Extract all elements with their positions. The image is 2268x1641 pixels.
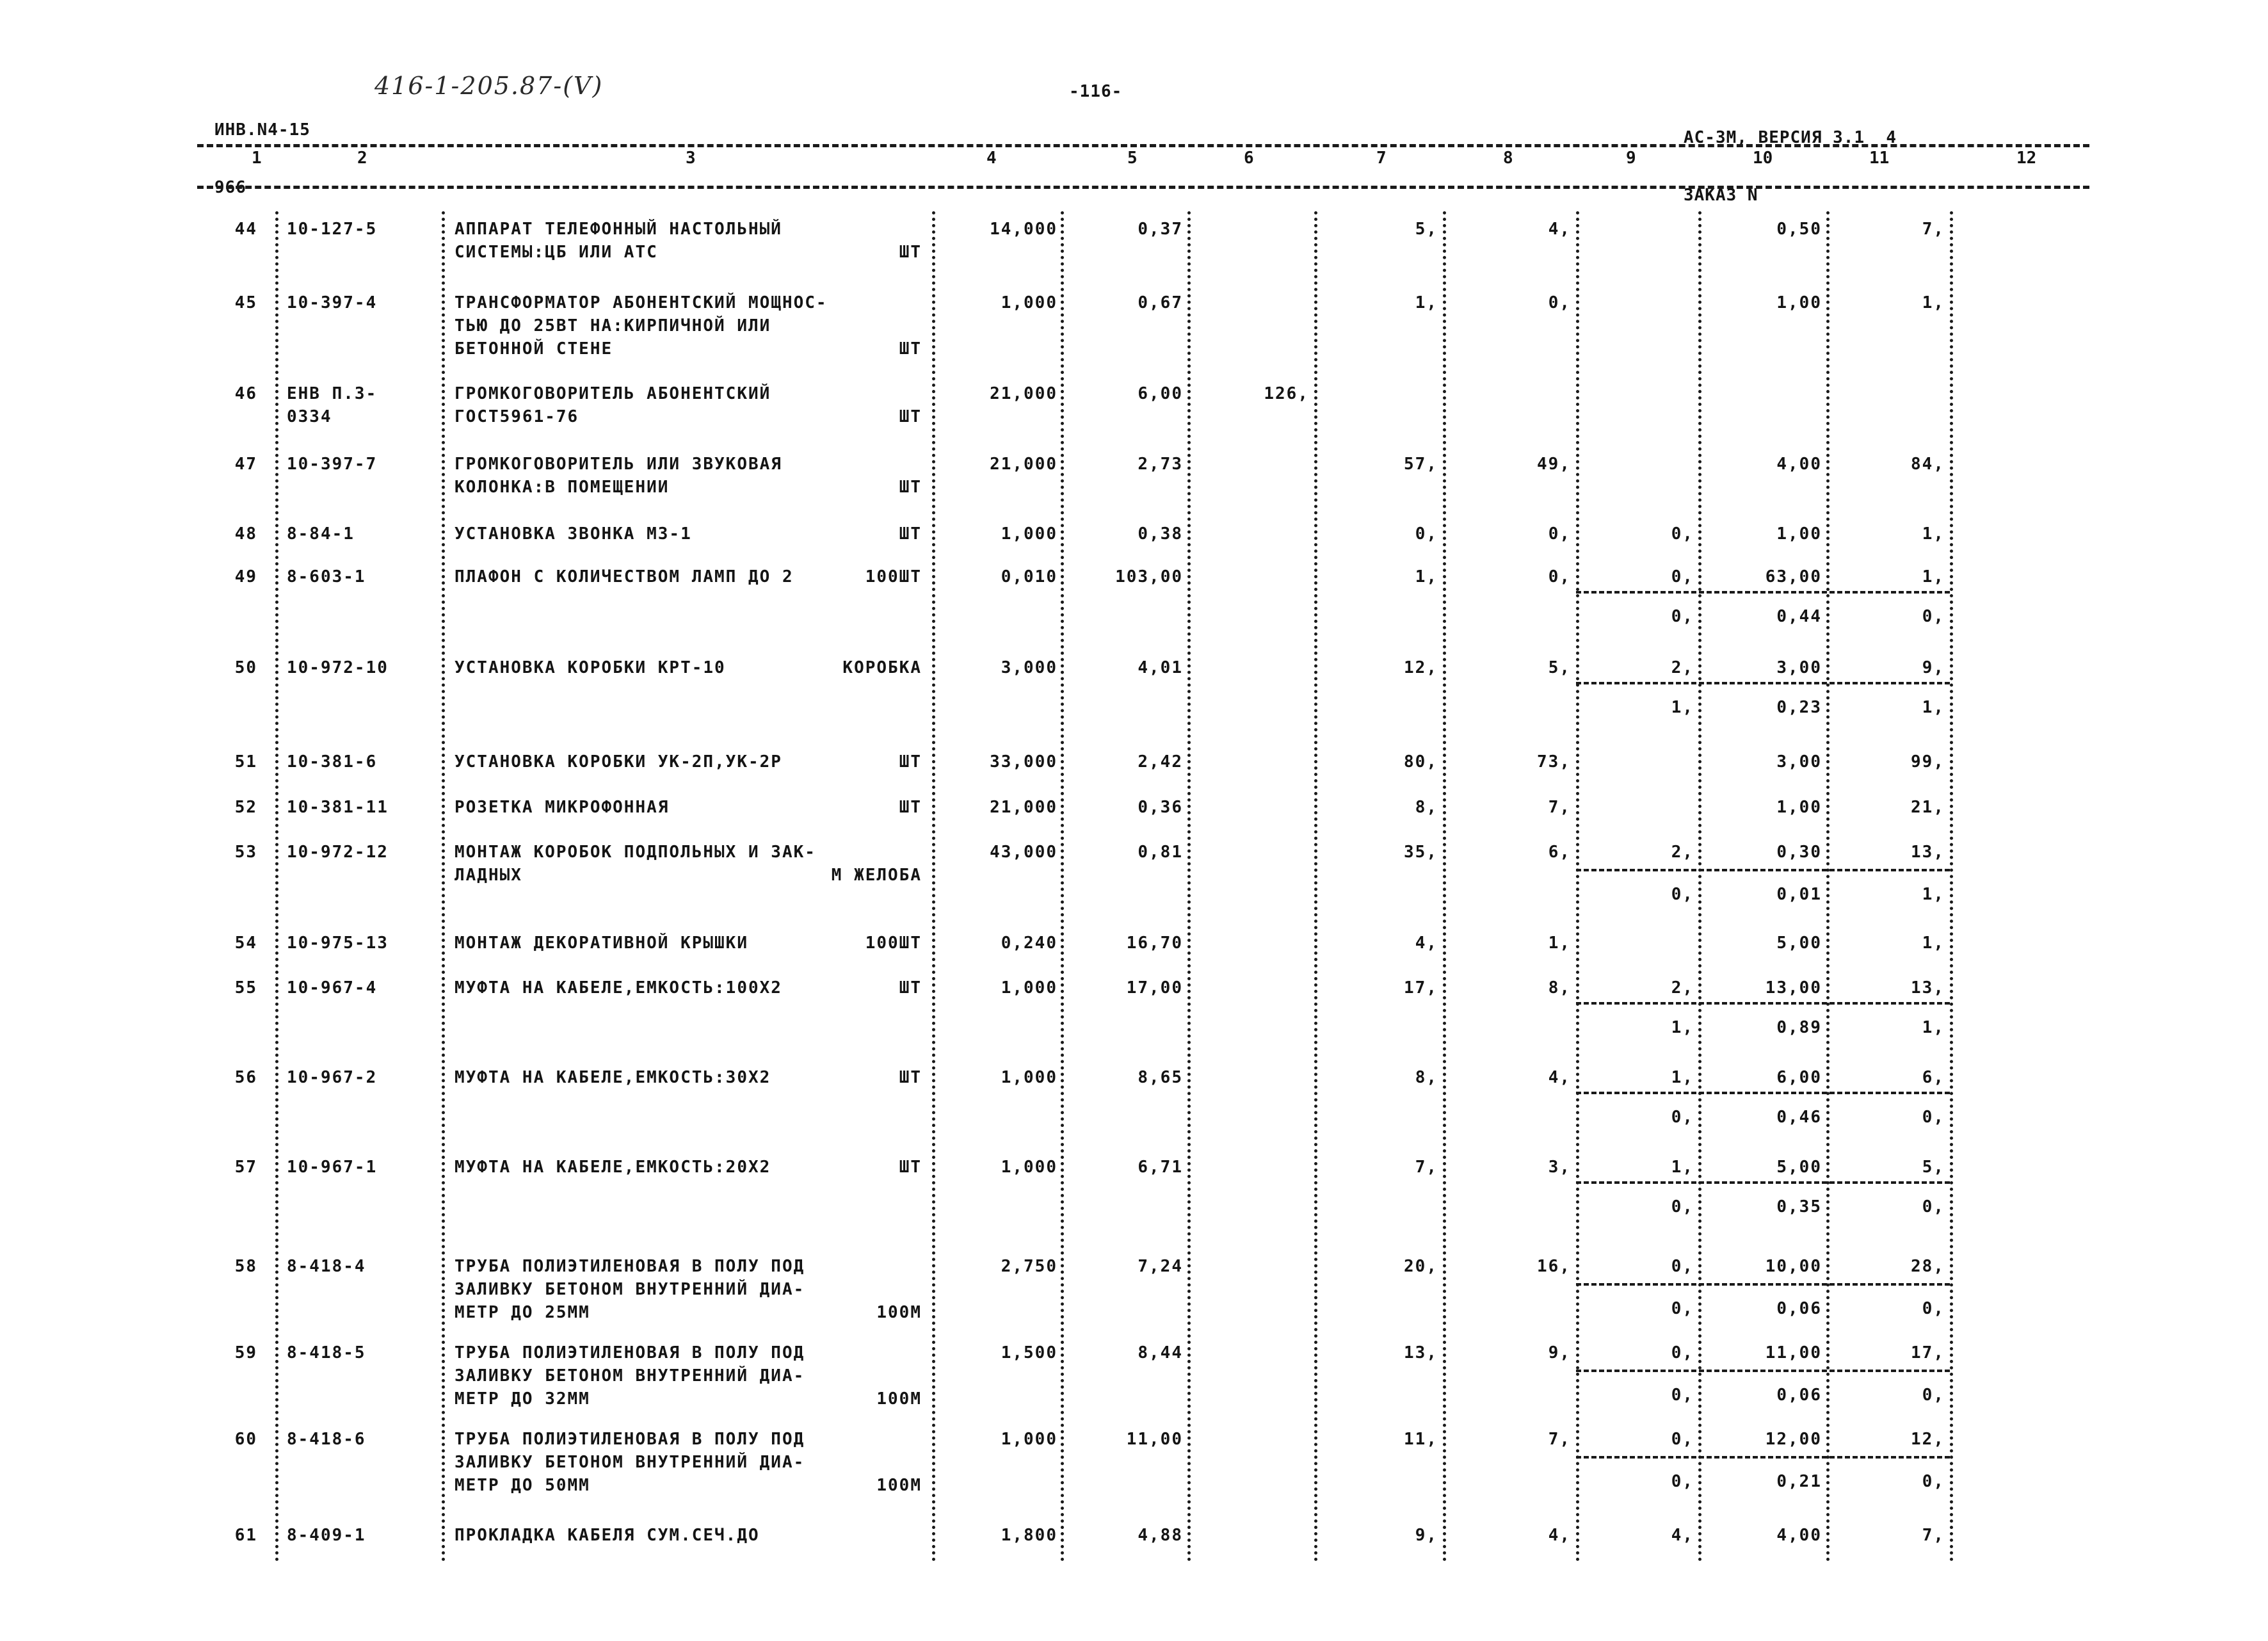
description-line: ПРОКЛАДКА КАБЕЛЯ СУМ.СЕЧ.ДО (454, 1526, 760, 1545)
direct-cost-cell: 9, (1415, 1526, 1438, 1545)
wage-cell: 4, (1548, 220, 1571, 239)
unit-cost-cell: 7,24 (1138, 1257, 1183, 1276)
norm-code: 10-972-10 (287, 658, 389, 677)
labour-cell: 4,00 (1776, 1526, 1822, 1545)
description-line: УСТАНОВКА КОРОБКИ КРТ-10 (454, 658, 726, 677)
unit-of-measure: ШТ (899, 978, 922, 998)
unit-cost-cell: 0,67 (1138, 293, 1183, 312)
inventory-line-1: ИНВ.N4-15 (214, 120, 310, 140)
row-number: 56 (234, 1068, 257, 1087)
header-bottom-rule (197, 186, 2089, 189)
unit-of-measure: ШТ (899, 1158, 922, 1177)
sub-row-rule (1576, 1370, 1950, 1372)
unit-of-measure: ШТ (899, 407, 922, 426)
direct-cost-cell: 1, (1415, 567, 1438, 586)
amount-cell: 1,000 (1001, 978, 1058, 998)
labour-total-cell: 13, (1911, 843, 1945, 862)
description-line: УСТАНОВКА КОРОБКИ УК-2П,УК-2Р (454, 752, 782, 772)
column-header-2: 2 (357, 149, 367, 168)
machine-cell: 0, (1671, 524, 1694, 544)
norm-code: 8-418-5 (287, 1343, 366, 1362)
norm-code: 8-84-1 (287, 524, 355, 544)
work-description (454, 656, 726, 679)
sub-row-rule (1576, 591, 1950, 594)
machine-labour-total-cell: 0, (1922, 1108, 1945, 1127)
norm-code: 10-127-5 (287, 220, 378, 239)
amount-cell: 33,000 (990, 752, 1058, 772)
work-description (454, 750, 782, 773)
wage-cell: 5, (1548, 658, 1571, 677)
direct-cost-cell: 17, (1404, 978, 1438, 998)
description-line: МЕТР ДО 32ММ (454, 1389, 590, 1409)
labour-total-cell: 1, (1922, 567, 1945, 586)
norm-code: 8-603-1 (287, 567, 366, 586)
direct-cost-cell: 35, (1404, 843, 1438, 862)
amount-cell: 1,000 (1001, 293, 1058, 312)
work-description (454, 1524, 760, 1547)
column-header-3: 3 (686, 149, 696, 168)
amount-cell: 3,000 (1001, 658, 1058, 677)
description-line: МУФТА НА КАБЕЛЕ,ЕМКОСТЬ:20Х2 (454, 1158, 771, 1177)
machine-labour-cell: 0,44 (1776, 607, 1822, 626)
labour-total-cell: 6, (1922, 1068, 1945, 1087)
column-header-12: 12 (2016, 149, 2037, 168)
sub-row-rule (1576, 1002, 1950, 1005)
amount-cell: 0,240 (1001, 934, 1058, 953)
wage-cell: 16, (1537, 1257, 1571, 1276)
row-number: 47 (234, 455, 257, 474)
machine-labour-cell: 0,06 (1776, 1386, 1822, 1405)
header-top-rule (197, 144, 2089, 147)
work-description (454, 1066, 771, 1089)
labour-total-cell: 1, (1922, 934, 1945, 953)
machine-labour-total-cell: 0, (1922, 1386, 1945, 1405)
amount-cell: 1,800 (1001, 1526, 1058, 1545)
wage-cell: 4, (1548, 1068, 1571, 1087)
machine-wage-cell: 0, (1671, 1472, 1694, 1491)
description-line: ПЛАФОН С КОЛИЧЕСТВОМ ЛАМП ДО 2 (454, 567, 794, 586)
labour-total-cell: 28, (1911, 1257, 1945, 1276)
labour-cell: 0,30 (1776, 843, 1822, 862)
description-line: ЗАЛИВКУ БЕТОНОМ ВНУТРЕННИЙ ДИА- (454, 1366, 805, 1386)
row-number: 50 (234, 658, 257, 677)
machine-cell: 4, (1671, 1526, 1694, 1545)
unit-cost-cell: 8,44 (1138, 1343, 1183, 1362)
page-number: -116- (1069, 82, 1123, 101)
unit-of-measure: ШТ (899, 243, 922, 262)
amount-cell: 1,000 (1001, 524, 1058, 544)
description-line: ТРУБА ПОЛИЭТИЛЕНОВАЯ В ПОЛУ ПОД (454, 1257, 805, 1276)
description-line: ТРУБА ПОЛИЭТИЛЕНОВАЯ В ПОЛУ ПОД (454, 1343, 805, 1362)
column-separator (442, 211, 445, 1562)
column-separator (1950, 211, 1953, 1562)
work-description (454, 522, 692, 546)
work-description (454, 796, 669, 819)
description-line: ЗАЛИВКУ БЕТОНОМ ВНУТРЕННИЙ ДИА- (454, 1280, 805, 1299)
norm-code: 10-381-6 (287, 752, 378, 772)
column-header-5: 5 (1127, 149, 1138, 168)
work-description (454, 976, 782, 999)
machine-wage-cell: 0, (1671, 885, 1694, 904)
sub-row-rule (1576, 1283, 1950, 1286)
description-line: АППАРАТ ТЕЛЕФОННЫЙ НАСТОЛЬНЫЙ (454, 220, 782, 239)
column-separator (932, 211, 935, 1562)
description-line: ТРАНСФОРМАТОР АБОНЕНТСКИЙ МОЩНОС- (454, 293, 828, 312)
wage-cell: 73, (1537, 752, 1571, 772)
unit-of-measure: ШТ (899, 1068, 922, 1087)
labour-total-cell: 17, (1911, 1343, 1945, 1362)
column-header-10: 10 (1753, 149, 1773, 168)
description-line: СИСТЕМЫ:ЦБ ИЛИ АТС (454, 243, 658, 262)
description-line: ТЬЮ ДО 25ВТ НА:КИРПИЧНОЙ ИЛИ (454, 316, 771, 335)
machine-wage-cell: 0, (1671, 607, 1694, 626)
unit-of-measure: 100М (876, 1303, 922, 1322)
system-line-2: ЗАКАЗ N (1684, 186, 1758, 205)
norm-code: 10-975-13 (287, 934, 389, 953)
labour-cell: 6,00 (1776, 1068, 1822, 1087)
norm-code: 10-967-1 (287, 1158, 378, 1177)
row-number: 58 (234, 1257, 257, 1276)
unit-cost-cell: 16,70 (1126, 934, 1183, 953)
direct-cost-cell: 8, (1415, 798, 1438, 817)
machine-labour-total-cell: 0, (1922, 1299, 1945, 1318)
unit-cost-cell: 17,00 (1126, 978, 1183, 998)
unit-cost-cell: 2,42 (1138, 752, 1183, 772)
description-line: ТРУБА ПОЛИЭТИЛЕНОВАЯ В ПОЛУ ПОД (454, 1430, 805, 1449)
amount-cell: 21,000 (990, 455, 1058, 474)
unit-of-measure: 100ШТ (865, 934, 922, 953)
machine-wage-cell: 1, (1671, 1018, 1694, 1037)
unit-cost-cell: 0,38 (1138, 524, 1183, 544)
labour-cell: 3,00 (1776, 658, 1822, 677)
labour-total-cell: 1, (1922, 524, 1945, 544)
machine-wage-cell: 0, (1671, 1386, 1694, 1405)
description-line: ГОСТ5961-76 (454, 407, 579, 426)
row-number: 55 (234, 978, 257, 998)
row-number: 54 (234, 934, 257, 953)
machine-cell: 1, (1671, 1158, 1694, 1177)
description-line: ГРОМКОГОВОРИТЕЛЬ ИЛИ ЗВУКОВАЯ (454, 455, 782, 474)
column-header-row (197, 149, 2089, 174)
row-number: 61 (234, 1526, 257, 1545)
description-line: БЕТОННОЙ СТЕНЕ (454, 339, 613, 359)
direct-cost-cell: 7, (1415, 1158, 1438, 1177)
row-number: 59 (234, 1343, 257, 1362)
inventory-line-2: 966 (214, 178, 246, 197)
sub-row-rule (1576, 1456, 1950, 1459)
labour-cell: 5,00 (1776, 934, 1822, 953)
machine-labour-cell: 0,35 (1776, 1197, 1822, 1217)
column-header-1: 1 (252, 149, 262, 168)
direct-cost-cell: 80, (1404, 752, 1438, 772)
unit-cost-cell: 4,01 (1138, 658, 1183, 677)
description-line: УСТАНОВКА ЗВОНКА МЗ-1 (454, 524, 692, 544)
direct-cost-cell: 13, (1404, 1343, 1438, 1362)
column-separator (275, 211, 278, 1562)
amount-cell: 14,000 (990, 220, 1058, 239)
machine-cell: 0, (1671, 1343, 1694, 1362)
wage-cell: 3, (1548, 1158, 1571, 1177)
amount-cell: 2,750 (1001, 1257, 1058, 1276)
direct-cost-cell: 1, (1415, 293, 1438, 312)
norm-code: 10-381-11 (287, 798, 389, 817)
sub-row-rule (1576, 682, 1950, 684)
norm-code: ЕНВ П.3- (287, 384, 378, 403)
machine-labour-cell: 0,01 (1776, 885, 1822, 904)
direct-cost-cell: 5, (1415, 220, 1438, 239)
unit-cost-cell: 0,37 (1138, 220, 1183, 239)
work-description (454, 1156, 771, 1179)
direct-cost-cell: 20, (1404, 1257, 1438, 1276)
unit-of-measure: 100М (876, 1476, 922, 1495)
unit-cost-cell: 0,81 (1138, 843, 1183, 862)
direct-cost-cell: 12, (1404, 658, 1438, 677)
norm-code: 8-418-4 (287, 1257, 366, 1276)
machine-labour-cell: 0,23 (1776, 698, 1822, 717)
sub-row-rule (1576, 1181, 1950, 1184)
direct-cost-cell: 11, (1404, 1430, 1438, 1449)
system-line-1: АС-3М, ВЕРСИЯ 3.1 4 (1684, 128, 1897, 147)
machine-wage-cell: 0, (1671, 1197, 1694, 1217)
description-line: ЛАДНЫХ (454, 866, 522, 885)
wage-cell: 4, (1548, 1526, 1571, 1545)
unit-cost-cell: 6,71 (1138, 1158, 1183, 1177)
machine-cell: 2, (1671, 843, 1694, 862)
unit-cost-cell: 0,36 (1138, 798, 1183, 817)
machine-wage-cell: 0, (1671, 1299, 1694, 1318)
labour-total-cell: 9, (1922, 658, 1945, 677)
amount-cell: 1,500 (1001, 1343, 1058, 1362)
amount-cell: 21,000 (990, 798, 1058, 817)
labour-total-cell: 84, (1911, 455, 1945, 474)
labour-total-cell: 12, (1911, 1430, 1945, 1449)
work-description (454, 453, 782, 499)
direct-cost-cell: 57, (1404, 455, 1438, 474)
machine-labour-cell: 0,89 (1776, 1018, 1822, 1037)
description-line: КОЛОНКА:В ПОМЕЩЕНИИ (454, 478, 670, 497)
description-line: ГРОМКОГОВОРИТЕЛЬ АБОНЕНТСКИЙ (454, 384, 771, 403)
labour-cell: 1,00 (1776, 798, 1822, 817)
norm-code: 10-397-7 (287, 455, 378, 474)
labour-total-cell: 5, (1922, 1158, 1945, 1177)
machine-cell: 0, (1671, 567, 1694, 586)
unit-cost-cell: 103,00 (1115, 567, 1183, 586)
machine-labour-cell: 0,06 (1776, 1299, 1822, 1318)
sub-row-rule (1576, 1092, 1950, 1094)
labour-cell: 11,00 (1765, 1343, 1822, 1362)
machine-labour-total-cell: 0, (1922, 607, 1945, 626)
labour-total-cell: 1, (1922, 293, 1945, 312)
row-number: 52 (234, 798, 257, 817)
machine-labour-total-cell: 1, (1922, 885, 1945, 904)
handwritten-project-code: 416-1-205.87-(V) (374, 72, 604, 100)
sub-row-rule (1576, 869, 1950, 871)
unit-of-measure: 100ШТ (865, 567, 922, 586)
wage-cell: 8, (1548, 978, 1571, 998)
labour-cell: 0,50 (1776, 220, 1822, 239)
unit-of-measure: ШТ (899, 524, 922, 544)
row-number: 60 (234, 1430, 257, 1449)
machine-cell: 0, (1671, 1430, 1694, 1449)
description-line: РОЗЕТКА МИКРОФОННАЯ (454, 798, 670, 817)
work-description (454, 218, 782, 264)
column-separator (1698, 211, 1701, 1562)
unit-cost-cell: 6,00 (1138, 384, 1183, 403)
machine-wage-cell: 1, (1671, 698, 1694, 717)
norm-code: 8-418-6 (287, 1430, 366, 1449)
column-header-9: 9 (1626, 149, 1636, 168)
wage-cell: 7, (1548, 798, 1571, 817)
column-separator (1576, 211, 1579, 1562)
unit-of-measure: 100М (876, 1389, 922, 1409)
description-line: МОНТАЖ КОРОБОК ПОДПОЛЬНЫХ И ЗАК- (454, 843, 816, 862)
amount-cell: 43,000 (990, 843, 1058, 862)
unit-cost-cell: 2,73 (1138, 455, 1183, 474)
unit-of-measure: КОРОБКА (842, 658, 922, 677)
column-header-6: 6 (1244, 149, 1254, 168)
direct-cost-cell: 0, (1415, 524, 1438, 544)
machine-labour-total-cell: 1, (1922, 698, 1945, 717)
row-number: 45 (234, 293, 257, 312)
norm-code: 10-967-2 (287, 1068, 378, 1087)
column-separator (1061, 211, 1064, 1562)
column-header-4: 4 (986, 149, 997, 168)
labour-cell: 1,00 (1776, 524, 1822, 544)
amount-cell: 0,010 (1001, 567, 1058, 586)
row-number: 49 (234, 567, 257, 586)
work-description (454, 932, 748, 955)
total-cost-cell: 126, (1264, 384, 1309, 403)
machine-labour-total-cell: 1, (1922, 1018, 1945, 1037)
labour-total-cell: 99, (1911, 752, 1945, 772)
column-header-11: 11 (1869, 149, 1890, 168)
row-number: 48 (234, 524, 257, 544)
row-number: 44 (234, 220, 257, 239)
amount-cell: 1,000 (1001, 1430, 1058, 1449)
wage-cell: 6, (1548, 843, 1571, 862)
row-number: 51 (234, 752, 257, 772)
labour-total-cell: 21, (1911, 798, 1945, 817)
row-number: 53 (234, 843, 257, 862)
wage-cell: 0, (1548, 567, 1571, 586)
description-line: МОНТАЖ ДЕКОРАТИВНОЙ КРЫШКИ (454, 934, 748, 953)
labour-total-cell: 7, (1922, 1526, 1945, 1545)
direct-cost-cell: 8, (1415, 1068, 1438, 1087)
norm-code: 10-972-12 (287, 843, 389, 862)
description-line: МУФТА НА КАБЕЛЕ,ЕМКОСТЬ:30Х2 (454, 1068, 771, 1087)
amount-cell: 1,000 (1001, 1068, 1058, 1087)
wage-cell: 49, (1537, 455, 1571, 474)
machine-cell: 2, (1671, 978, 1694, 998)
work-description (454, 382, 771, 428)
wage-cell: 0, (1548, 524, 1571, 544)
unit-of-measure: ШТ (899, 478, 922, 497)
norm-code: 10-397-4 (287, 293, 378, 312)
wage-cell: 1, (1548, 934, 1571, 953)
unit-of-measure: М ЖЕЛОБА (831, 866, 922, 885)
labour-cell: 63,00 (1765, 567, 1822, 586)
direct-cost-cell: 4, (1415, 934, 1438, 953)
unit-of-measure: ШТ (899, 798, 922, 817)
unit-cost-cell: 11,00 (1126, 1430, 1183, 1449)
column-separator (1187, 211, 1191, 1562)
labour-cell: 1,00 (1776, 293, 1822, 312)
machine-labour-cell: 0,21 (1776, 1472, 1822, 1491)
labour-cell: 10,00 (1765, 1257, 1822, 1276)
labour-cell: 4,00 (1776, 455, 1822, 474)
unit-cost-cell: 4,88 (1138, 1526, 1183, 1545)
amount-cell: 1,000 (1001, 1158, 1058, 1177)
column-header-8: 8 (1503, 149, 1513, 168)
description-line: МЕТР ДО 25ММ (454, 1303, 590, 1322)
labour-total-cell: 13, (1911, 978, 1945, 998)
machine-cell: 2, (1671, 658, 1694, 677)
row-number: 57 (234, 1158, 257, 1177)
machine-labour-total-cell: 0, (1922, 1197, 1945, 1217)
amount-cell: 21,000 (990, 384, 1058, 403)
machine-cell: 0, (1671, 1257, 1694, 1276)
unit-of-measure: ШТ (899, 339, 922, 359)
wage-cell: 7, (1548, 1430, 1571, 1449)
labour-cell: 12,00 (1765, 1430, 1822, 1449)
description-line: МЕТР ДО 50ММ (454, 1476, 590, 1495)
column-separator (1443, 211, 1446, 1562)
labour-cell: 3,00 (1776, 752, 1822, 772)
machine-labour-cell: 0,46 (1776, 1108, 1822, 1127)
unit-cost-cell: 8,65 (1138, 1068, 1183, 1087)
unit-of-measure: ШТ (899, 752, 922, 772)
machine-wage-cell: 0, (1671, 1108, 1694, 1127)
labour-cell: 13,00 (1765, 978, 1822, 998)
row-number: 46 (234, 384, 257, 403)
machine-labour-total-cell: 0, (1922, 1472, 1945, 1491)
wage-cell: 0, (1548, 293, 1571, 312)
description-line: ЗАЛИВКУ БЕТОНОМ ВНУТРЕННИЙ ДИА- (454, 1453, 805, 1472)
norm-code: 8-409-1 (287, 1526, 366, 1545)
description-line: МУФТА НА КАБЕЛЕ,ЕМКОСТЬ:100Х2 (454, 978, 782, 998)
labour-cell: 5,00 (1776, 1158, 1822, 1177)
column-header-7: 7 (1376, 149, 1387, 168)
labour-total-cell: 7, (1922, 220, 1945, 239)
norm-code: 10-967-4 (287, 978, 378, 998)
wage-cell: 9, (1548, 1343, 1571, 1362)
machine-cell: 1, (1671, 1068, 1694, 1087)
norm-code-continued: 0334 (287, 407, 332, 426)
